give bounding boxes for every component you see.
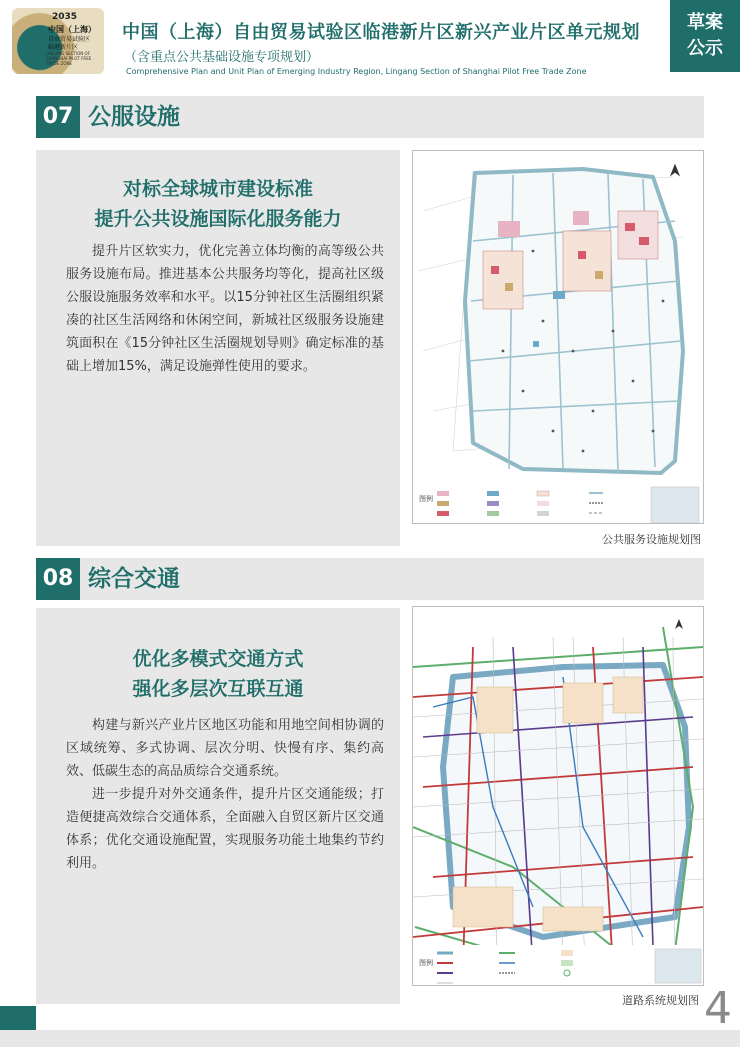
map-legend-label: 图例 <box>419 495 433 503</box>
panel-heading-1: 对标全球城市建设标准 <box>122 178 313 200</box>
public-services-map <box>412 150 704 524</box>
logo-year: 2035 <box>52 12 78 22</box>
road-system-map <box>412 606 704 986</box>
badge-line-2: 公示 <box>687 38 723 59</box>
badge-line-1: 草案 <box>687 12 723 33</box>
panel-body <box>66 714 384 875</box>
panel-heading-2: 强化多层次互联互通 <box>132 678 304 700</box>
page-number: 4 <box>704 983 732 1034</box>
section-header-public-services <box>36 96 704 138</box>
page-subtitle: （含重点公共基础设施专项规划） <box>124 50 320 65</box>
section-number: 07 <box>36 96 80 138</box>
text-panel-transport <box>36 608 400 1004</box>
map-caption: 公共服务设施规划图 <box>602 533 701 546</box>
draft-badge <box>670 0 740 72</box>
page-title: 中国（上海）自由贸易试验区临港新片区新兴产业片区单元规划 <box>122 22 640 43</box>
section-number: 08 <box>36 558 80 600</box>
page-title-english: Comprehensive Plan and Unit Plan of Emerging Industry Region, Lingang Section of Shanghai Pilot Free Trade Zone <box>126 67 587 76</box>
section-header-transport <box>36 558 704 600</box>
body-paragraph-1: 构建与新兴产业片区地区功能和用地空间相协调的区域统筹、多式协调、层次分明、快慢有序、集约高效、低碳生态的高品质综合交通系统。 <box>66 718 384 779</box>
section-title: 公服设施 <box>88 104 180 130</box>
planning-logo <box>12 8 104 74</box>
logo-line-3: 临港新片区 <box>48 44 79 51</box>
body-paragraph: 提升片区软实力，优化完善立体均衡的高等级公共服务设施布局。推进基本公共服务均等化，提高社区级公服设施服务效率和水平。以15分钟社区生活圈组织紧凑的社区生活网络和休闲空间，新城社区级服务设施建筑面积在《15分钟社区生活圈规划导则》确定标准的基础上增加15%，满足设施弹性使用的要求。 <box>66 244 384 374</box>
panel-heading-1: 优化多模式交通方式 <box>132 648 304 670</box>
footer-bar <box>0 1030 740 1047</box>
map-caption: 道路系统规划图 <box>622 994 699 1007</box>
logo-line-2: 自由贸易试验区 <box>48 36 91 43</box>
panel-body <box>66 240 384 378</box>
section-title: 综合交通 <box>88 566 180 592</box>
body-paragraph-2: 进一步提升对外交通条件，提升片区交通能级；打造便捷高效综合交通体系，全面融入自贸区新片区交通体系；优化交通设施配置，实现服务功能土地集约节约利用。 <box>66 787 384 871</box>
text-panel-public-services <box>36 150 400 546</box>
logo-english: LINGANG SECTION OF SHANGHAI PILOT FREE TRADE ZONE <box>46 51 92 66</box>
map-legend-label: 图例 <box>419 959 433 967</box>
panel-heading-2: 提升公共设施国际化服务能力 <box>94 208 342 230</box>
logo-line-1: 中国（上海） <box>48 25 96 34</box>
page-header <box>0 0 740 82</box>
